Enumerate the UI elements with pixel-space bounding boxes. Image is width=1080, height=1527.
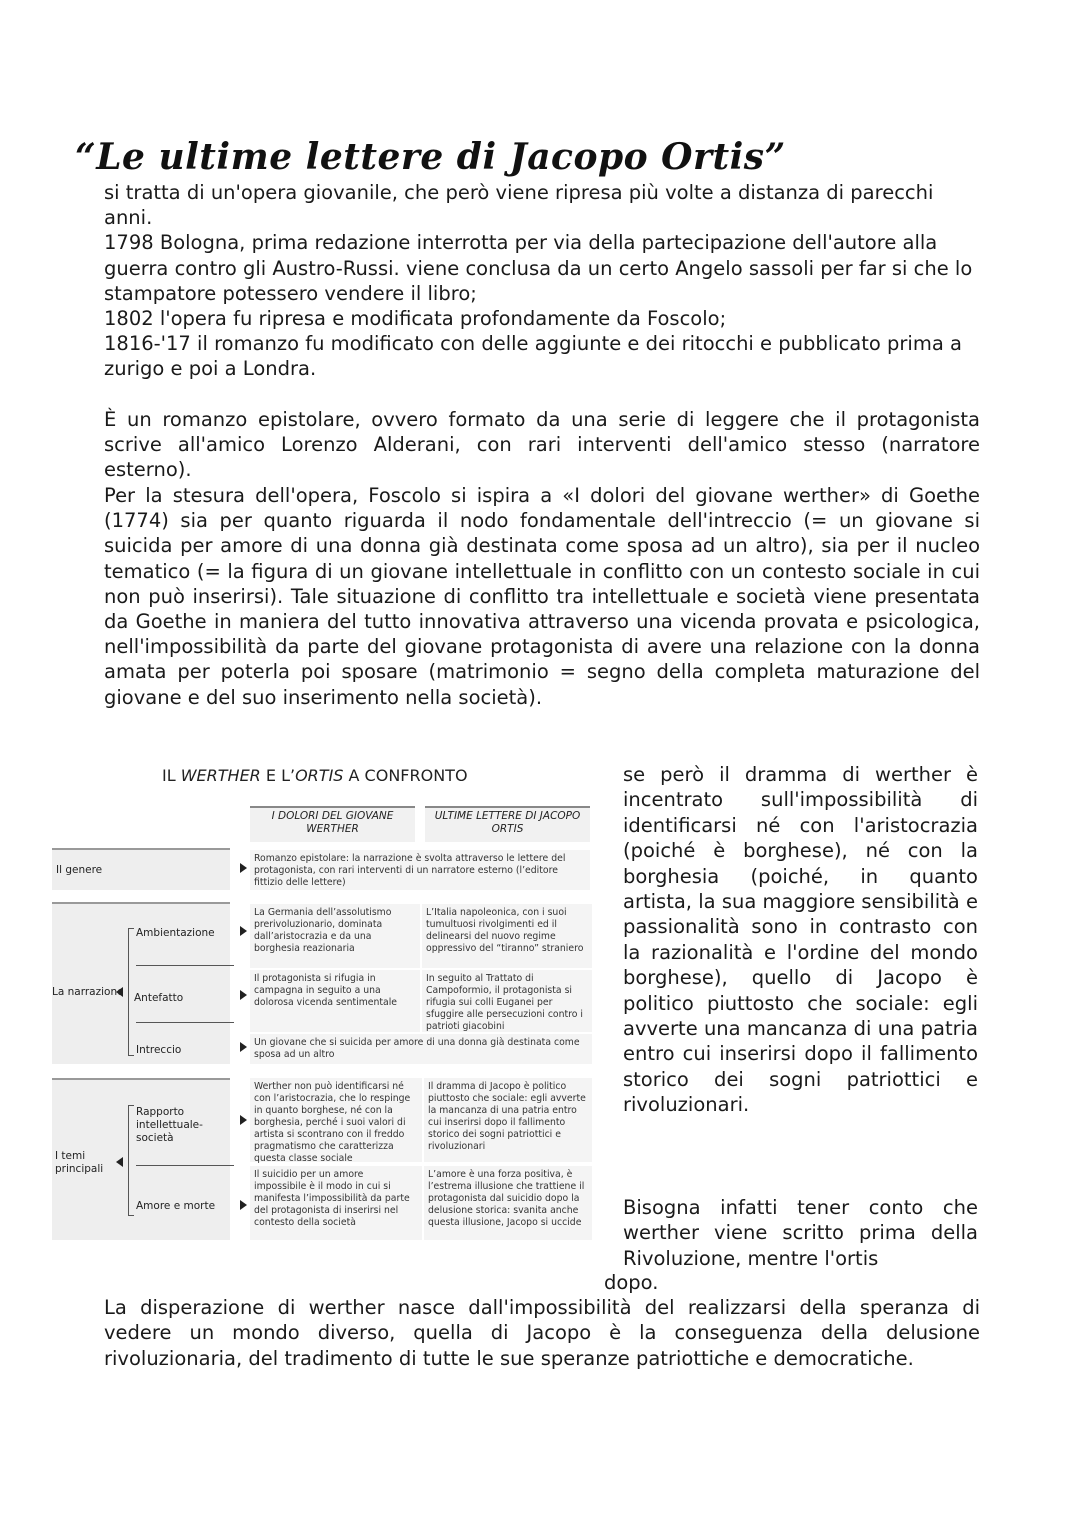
arrow-icon xyxy=(240,1042,247,1052)
bracket-line xyxy=(128,1215,134,1216)
arrow-icon xyxy=(240,1200,247,1210)
cell-antefatto-werther: Il protagonista si rifugia in campagna in seguito a una dolorosa vicenda sentimentale xyxy=(250,970,420,1032)
intro-line: 1816-'17 il romanzo fu modificato con delle aggiunte e dei ritocchi e pubblicato prima a zurigo e poi a Londra. xyxy=(104,332,962,381)
comparison-table xyxy=(50,760,600,1250)
divider xyxy=(136,965,234,966)
cell-ambientazione-werther: La Germania dell’assolutismo prerivoluzionario, dominata dall’aristocrazia e da una borghesia reazionaria xyxy=(250,904,420,968)
table-title: IL WERTHER E L’ORTIS A CONFRONTO xyxy=(162,766,468,785)
label-antefatto: Antefatto xyxy=(134,992,184,1004)
paragraph-epistolary: È un romanzo epistolare, ovvero formato da una serie di leggere che il protagonista scrive all'amico Lorenzo Alderani, con rari interventi dell'amico stesso (narratore esterno). xyxy=(104,408,980,482)
bracket-line xyxy=(128,1105,134,1106)
divider xyxy=(136,1165,234,1166)
cell-ambientazione-ortis: L’Italia napoleonica, con i suoi tumultuosi rivolgimenti ed il delinearsi del nuovo regime oppressivo del “tiranno” straniero xyxy=(422,904,592,968)
cell-amore-ortis: L’amore è una forza positiva, è l’estrema illusione che trattiene il protagonista dal suicidio dopo la delusione storica: svanita anche questa illusione, Jacopo si uccide xyxy=(424,1166,592,1240)
intro-line: 1802 l'opera fu ripresa e modificata profondamente da Foscolo; xyxy=(104,307,727,331)
intro-line: si tratta di un'opera giovanile, che però viene ripresa più volte a distanza di parecchi anni. xyxy=(104,181,934,230)
bracket-line xyxy=(128,1105,129,1215)
arrow-icon xyxy=(240,926,247,936)
cell-intreccio: Un giovane che si suicida per amore di una donna già destinata come sposa ad un altro xyxy=(250,1034,592,1064)
bracket-line xyxy=(128,928,134,929)
label-intreccio: Intreccio xyxy=(136,1044,182,1056)
label-genere: Il genere xyxy=(56,864,103,876)
intro-block xyxy=(104,180,980,382)
bracket-line xyxy=(128,1055,134,1056)
cell-rapporto-werther: Werther non può identificarsi né con l’aristocrazia, che lo respinge in quanto borghese, né con la borghesia, perché i suoi valori di artista si scontrano con il freddo pragmatismo che caratterizza questa classe sociale xyxy=(250,1078,422,1162)
cell-genere: Romanzo epistolare: la narrazione è svolta attraverso le lettere del protagonista, con rari interventi di un narratore esterno (l’editore fittizio delle lettere) xyxy=(250,850,590,890)
arrow-left-icon xyxy=(116,987,123,997)
page-title: “Le ultime lettere di Jacopo Ortis” xyxy=(75,136,786,178)
paragraph-werther-vs-jacopo: se però il dramma di werther è incentrato sull'impossibilità di identificarsi né con l'aristocrazia (poiché è borghese), né con la borghesia (poiché, in quanto artista, la sua maggiore sensibilità e passionalità sono in contrasto con la razionalità e l'ordine del mondo borghese), quello di Jacopo è politico piuttosto che sociale: egli avverte una mancanza di una patria entro cui inserirsi dopo il fallimento storico dei sogni patriottici e rivoluzionari. xyxy=(623,763,978,1117)
column-header-werther: I DOLORI DEL GIOVANE WERTHER xyxy=(250,806,415,842)
label-amore-morte: Amore e morte xyxy=(136,1200,216,1212)
arrow-icon xyxy=(240,990,247,1000)
paragraph-conclusion: La disperazione di werther nasce dall'impossibilità del realizzarsi della speranza di vedere un mondo diverso, quella di Jacopo è la conseguenza della delusione rivoluzionaria, del tradimento di tutte le sue speranze patriottiche e democratiche. xyxy=(104,1296,980,1370)
cell-rapporto-ortis: Il dramma di Jacopo è politico piuttosto che sociale: egli avverte la mancanza di una patria entro cui inserirsi dopo il fallimento storico dei sogni patriottici e rivoluzionari xyxy=(424,1078,592,1162)
paragraph-goethe: Per la stesura dell'opera, Foscolo si ispira a «I dolori del giovane werther» di Goethe (1774) sia per quanto riguarda il nodo fondamentale dell'intreccio (= un giovane si suicida per amore di una donna già destinata come sposa ad un altro), sia per il nucleo tematico (= la figura di un giovane intellettuale in conflitto con un contesto sociale in cui non può inserirsi). Tale situazione di conflitto tra intellettuale e società viene presentata da Goethe in maniera del tutto innovativa attraverso una vicenda provata e psicologica, nell'impossibilità da parte del giovane protagonista di avere una relazione con la donna amata per poterla poi sposare (matrimonio = segno della completa maturazione del giovane e del suo inserimento nella società). xyxy=(104,484,980,709)
arrow-icon xyxy=(240,1115,247,1125)
label-ambientazione: Ambientazione xyxy=(136,927,215,939)
divider xyxy=(136,1022,234,1023)
intro-line: 1798 Bologna, prima redazione interrotta per via della partecipazione dell'autore alla guerra contro gli Austro-Russi. viene conclusa da un certo Angelo sassoli per far si che lo stampatore potessero vendere il libro; xyxy=(104,231,973,305)
paragraph-revolution-end: dopo. xyxy=(604,1271,659,1294)
arrow-left-icon xyxy=(116,1157,123,1167)
arrow-icon xyxy=(240,863,247,873)
paragraph-revolution: Bisogna infatti tener conto che werther viene scritto prima della Rivoluzione, mentre l'ortis xyxy=(623,1196,978,1270)
bracket-line xyxy=(128,928,129,1055)
column-header-ortis: ULTIME LETTERE DI JACOPO ORTIS xyxy=(425,806,590,842)
label-temi: I temi principali xyxy=(55,1150,104,1175)
cell-antefatto-ortis: In seguito al Trattato di Campoformio, il protagonista si rifugia sui colli Euganei per sfuggire alle persecuzioni contro i patrioti giacobini xyxy=(422,970,592,1032)
label-rapporto: Rapporto intellettuale-società xyxy=(136,1106,203,1144)
cell-amore-werther: Il suicidio per un amore impossibile è il modo in cui si manifesta l’impossibilità da parte del protagonista di inserirsi nel contesto della società xyxy=(250,1166,422,1240)
label-narrazione: La narrazione xyxy=(52,986,124,998)
